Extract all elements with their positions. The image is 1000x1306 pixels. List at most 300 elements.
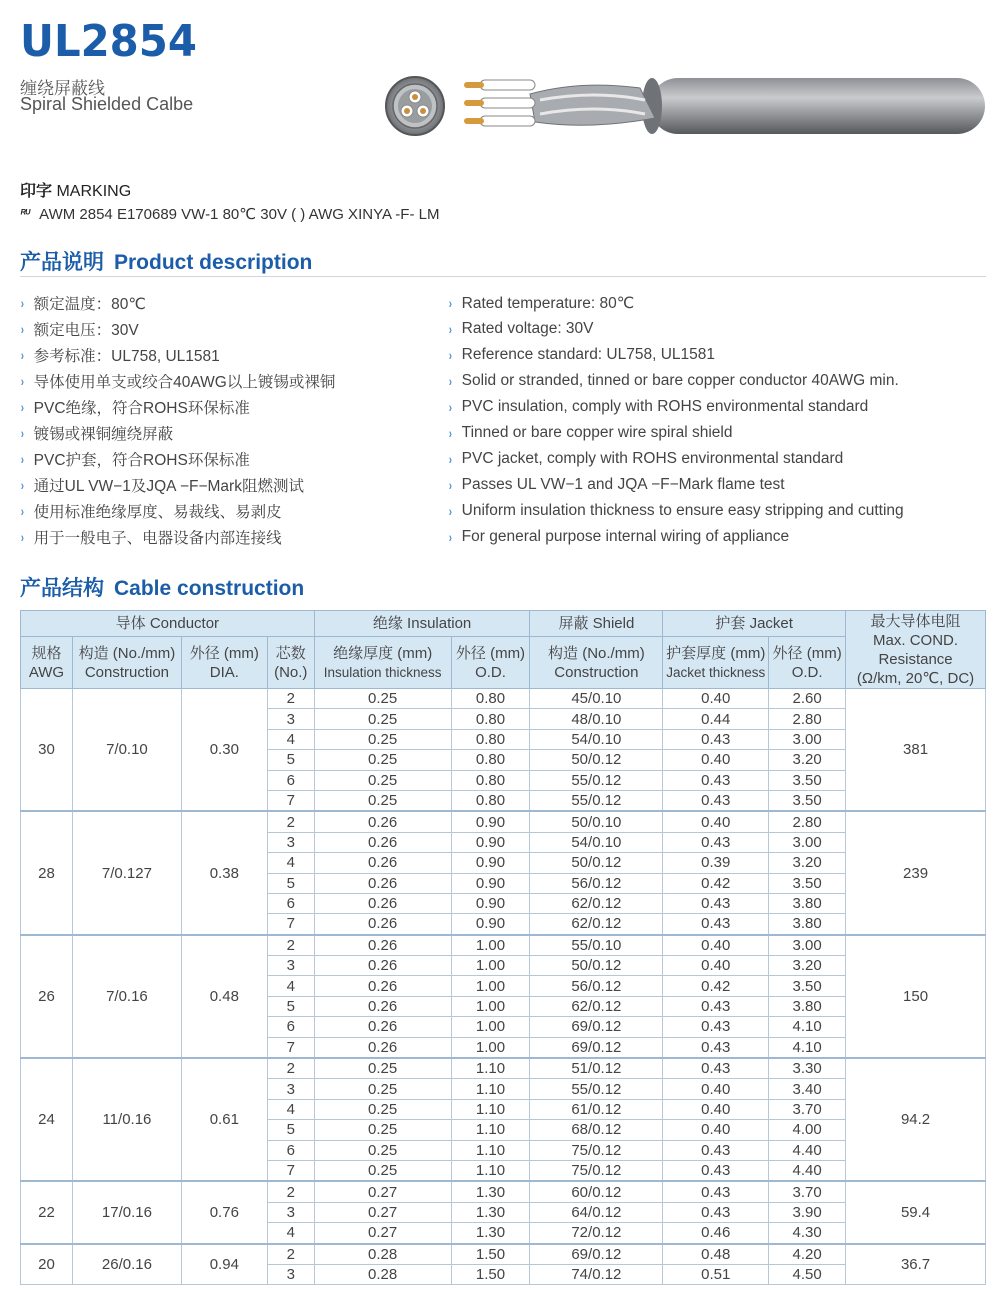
ins-thickness-cell: 0.26 bbox=[314, 893, 451, 913]
description-text: 使用标准绝缘厚度、易裁线、易剥皮 bbox=[33, 504, 282, 521]
awg-cell: 22 bbox=[21, 1181, 73, 1243]
table-row bbox=[21, 1058, 986, 1079]
description-text: Rated temperature: 80℃ bbox=[461, 294, 635, 312]
cores-cell: 7 bbox=[267, 914, 314, 935]
ins-thickness-cell: 0.26 bbox=[314, 956, 451, 976]
description-text: 通过UL VW−1及JQA −F−Mark阻燃测试 bbox=[33, 478, 304, 495]
cores-cell: 4 bbox=[267, 853, 314, 873]
ins-thickness-cell: 0.28 bbox=[314, 1264, 451, 1284]
chevron-right-icon: › bbox=[20, 373, 24, 389]
ins-od-cell: 1.10 bbox=[451, 1160, 530, 1181]
shield-construction-cell: 75/0.12 bbox=[530, 1140, 663, 1160]
cores-cell: 6 bbox=[267, 1017, 314, 1037]
jacket-thickness-cell: 0.46 bbox=[663, 1223, 769, 1244]
ins-thickness-cell: 0.25 bbox=[314, 1058, 451, 1079]
ins-thickness-cell: 0.27 bbox=[314, 1181, 451, 1202]
ins-thickness-cell: 0.25 bbox=[314, 1120, 451, 1140]
conductor-header: 导体 Conductor bbox=[21, 611, 315, 637]
jacket-od-cell: 3.20 bbox=[769, 750, 846, 770]
description-text: Tinned or bare copper wire spiral shield bbox=[461, 424, 733, 441]
conductor-dia-cell: 0.48 bbox=[181, 935, 267, 1058]
jacket-od-cell: 3.80 bbox=[769, 914, 846, 935]
description-item bbox=[448, 394, 904, 420]
ins-od-cell: 1.10 bbox=[451, 1058, 530, 1079]
cores-cell: 6 bbox=[267, 893, 314, 913]
conductor-construction-cell: 7/0.16 bbox=[72, 935, 181, 1058]
cores-cell: 2 bbox=[267, 689, 314, 709]
ins-od-cell: 0.80 bbox=[451, 790, 530, 811]
awg-cell: 30 bbox=[21, 689, 73, 812]
jacket-thickness-cell: 0.40 bbox=[663, 750, 769, 770]
jacket-od-cell: 3.00 bbox=[769, 832, 846, 852]
description-text: PVC护套，符合ROHS环保标准 bbox=[33, 452, 250, 469]
description-item bbox=[20, 342, 335, 368]
desc-heading-en: Product description bbox=[114, 251, 313, 274]
jacket-thickness-cell: 0.40 bbox=[663, 1079, 769, 1099]
ins-od-cell: 1.00 bbox=[451, 1017, 530, 1037]
conductor-dia-cell: 0.76 bbox=[181, 1181, 267, 1243]
chevron-right-icon: › bbox=[20, 295, 24, 311]
table-row bbox=[21, 811, 986, 832]
cores-cell: 5 bbox=[267, 873, 314, 893]
marking-text: AWM 2854 E170689 VW-1 80℃ 30V ( ) AWG XINYA -F- LM bbox=[39, 206, 440, 223]
ins-od-cell: 1.10 bbox=[451, 1120, 530, 1140]
product-description-heading bbox=[20, 246, 312, 276]
description-text: Rated voltage: 30V bbox=[461, 320, 594, 337]
ins-od-cell: 1.30 bbox=[451, 1223, 530, 1244]
description-text: PVC insulation, comply with ROHS environmental standard bbox=[461, 398, 869, 415]
shield-construction-cell: 56/0.12 bbox=[530, 873, 663, 893]
jacket-od-cell: 3.50 bbox=[769, 873, 846, 893]
jacket-od-cell: 3.80 bbox=[769, 893, 846, 913]
shield-construction-cell: 62/0.12 bbox=[530, 996, 663, 1016]
resistance-unit: (Ω/km, 20℃, DC) bbox=[856, 669, 975, 687]
jacket-thickness-cell: 0.40 bbox=[663, 956, 769, 976]
shield-construction-cell: 55/0.12 bbox=[530, 1079, 663, 1099]
conductor-dia-cell: 0.61 bbox=[181, 1058, 267, 1181]
jacket-od-cell: 4.10 bbox=[769, 1017, 846, 1037]
jacket-thickness-cell: 0.40 bbox=[663, 1099, 769, 1119]
resistance-cell: 239 bbox=[846, 811, 986, 934]
shield-construction-cell: 48/0.10 bbox=[530, 709, 663, 729]
ins-thickness-cell: 0.26 bbox=[314, 832, 451, 852]
description-text: 额定温度：80℃ bbox=[33, 296, 146, 313]
jacket-od-cell: 4.50 bbox=[769, 1264, 846, 1284]
description-item bbox=[20, 394, 335, 420]
chevron-right-icon: › bbox=[448, 295, 452, 311]
description-text: For general purpose internal wiring of appliance bbox=[461, 528, 790, 545]
cores-cell: 3 bbox=[267, 832, 314, 852]
shield-construction-cell: 72/0.12 bbox=[530, 1223, 663, 1244]
resistance-cell: 94.2 bbox=[846, 1058, 986, 1181]
ins-thickness-cell: 0.25 bbox=[314, 1099, 451, 1119]
jacket-od-cell: 3.20 bbox=[769, 853, 846, 873]
ins-thickness-cell: 0.25 bbox=[314, 709, 451, 729]
awg-cell: 26 bbox=[21, 935, 73, 1058]
desc-heading-cn: 产品说明 bbox=[20, 251, 104, 274]
desc-divider bbox=[20, 276, 986, 277]
cable-illustration bbox=[380, 70, 990, 150]
cores-cell: 2 bbox=[267, 811, 314, 832]
marking-label-cn: 印字 bbox=[20, 183, 53, 200]
cores-cell: 3 bbox=[267, 1202, 314, 1222]
chevron-right-icon: › bbox=[20, 399, 24, 415]
shield-construction-cell: 62/0.12 bbox=[530, 914, 663, 935]
description-text: Passes UL VW−1 and JQA −F−Mark flame test bbox=[461, 476, 785, 493]
cores-cell: 7 bbox=[267, 1160, 314, 1181]
description-text: Uniform insulation thickness to ensure easy stripping and cutting bbox=[461, 502, 904, 519]
ins-thickness-col-header: 绝缘厚度 (mm) Insulation thickness bbox=[314, 637, 451, 689]
cores-cell: 5 bbox=[267, 996, 314, 1016]
resistance-en1: Max. COND. bbox=[873, 631, 959, 649]
ins-thickness-cell: 0.27 bbox=[314, 1223, 451, 1244]
conductor-construction-cell: 11/0.16 bbox=[72, 1058, 181, 1181]
cores-cell: 4 bbox=[267, 976, 314, 996]
jacket-od-cell: 3.00 bbox=[769, 729, 846, 749]
chevron-right-icon: › bbox=[20, 347, 24, 363]
shield-construction-cell: 50/0.12 bbox=[530, 750, 663, 770]
dia-col-header: 外径 (mm) DIA. bbox=[181, 637, 267, 689]
shield-cons-col-header: 构造 (No./mm) Construction bbox=[530, 637, 663, 689]
ins-thickness-cell: 0.26 bbox=[314, 976, 451, 996]
shield-header: 屏蔽 Shield bbox=[530, 611, 663, 637]
construction-table bbox=[20, 610, 986, 1285]
description-text: Solid or stranded, tinned or bare copper conductor 40AWG min. bbox=[461, 372, 899, 389]
marking-label-en: MARKING bbox=[56, 183, 132, 200]
ins-od-cell: 1.50 bbox=[451, 1244, 530, 1265]
cores-col-header: 芯数 (No.) bbox=[267, 637, 314, 689]
shield-construction-cell: 54/0.10 bbox=[530, 729, 663, 749]
description-item bbox=[448, 472, 904, 498]
jacket-od-cell: 2.60 bbox=[769, 689, 846, 709]
ins-thickness-cell: 0.25 bbox=[314, 729, 451, 749]
ins-thickness-cell: 0.26 bbox=[314, 914, 451, 935]
jacket-od-cell: 3.70 bbox=[769, 1099, 846, 1119]
cons-heading-en: Cable construction bbox=[114, 577, 305, 600]
description-item bbox=[448, 420, 904, 446]
ins-thickness-cell: 0.26 bbox=[314, 853, 451, 873]
description-item bbox=[20, 368, 335, 394]
ins-od-cell: 0.80 bbox=[451, 729, 530, 749]
ins-od-cell: 1.10 bbox=[451, 1079, 530, 1099]
chevron-right-icon: › bbox=[448, 347, 452, 363]
conductor-construction-cell: 17/0.16 bbox=[72, 1181, 181, 1243]
description-item bbox=[20, 472, 335, 498]
resistance-cell: 381 bbox=[846, 689, 986, 812]
cores-cell: 3 bbox=[267, 709, 314, 729]
ins-od-cell: 1.00 bbox=[451, 976, 530, 996]
shield-construction-cell: 69/0.12 bbox=[530, 1017, 663, 1037]
jacket-thickness-cell: 0.43 bbox=[663, 1017, 769, 1037]
resistance-cn: 最大导体电阻 bbox=[870, 612, 961, 630]
cores-cell: 4 bbox=[267, 1099, 314, 1119]
conductor-construction-cell: 7/0.10 bbox=[72, 689, 181, 812]
description-text: 用于一般电子、电器设备内部连接线 bbox=[33, 530, 282, 547]
ins-od-cell: 0.80 bbox=[451, 689, 530, 709]
description-text: PVC jacket, comply with ROHS environmental standard bbox=[461, 450, 844, 467]
construction-col-header: 构造 (No./mm) Construction bbox=[72, 637, 181, 689]
chevron-right-icon: › bbox=[20, 503, 24, 519]
description-item bbox=[448, 446, 904, 472]
description-item bbox=[448, 342, 904, 368]
ins-thickness-cell: 0.26 bbox=[314, 1017, 451, 1037]
ins-od-cell: 1.50 bbox=[451, 1264, 530, 1284]
shield-construction-cell: 51/0.12 bbox=[530, 1058, 663, 1079]
product-title: UL2854 bbox=[20, 16, 197, 67]
awg-cell: 24 bbox=[21, 1058, 73, 1181]
shield-construction-cell: 68/0.12 bbox=[530, 1120, 663, 1140]
cores-cell: 5 bbox=[267, 750, 314, 770]
ins-thickness-cell: 0.26 bbox=[314, 1037, 451, 1058]
cores-cell: 2 bbox=[267, 1181, 314, 1202]
description-text: PVC绝缘，符合ROHS环保标准 bbox=[33, 400, 250, 417]
shield-construction-cell: 64/0.12 bbox=[530, 1202, 663, 1222]
jacket-thickness-cell: 0.43 bbox=[663, 790, 769, 811]
shield-construction-cell: 55/0.12 bbox=[530, 770, 663, 790]
ins-thickness-cell: 0.26 bbox=[314, 873, 451, 893]
ins-od-cell: 1.30 bbox=[451, 1202, 530, 1222]
ins-thickness-cell: 0.25 bbox=[314, 790, 451, 811]
resistance-cell: 36.7 bbox=[846, 1244, 986, 1285]
jacket-thickness-cell: 0.43 bbox=[663, 1058, 769, 1079]
chevron-right-icon: › bbox=[20, 529, 24, 545]
jacket-thickness-cell: 0.43 bbox=[663, 1202, 769, 1222]
description-text: 镀锡或裸铜缠绕屏蔽 bbox=[33, 426, 174, 443]
jacket-thickness-cell: 0.43 bbox=[663, 770, 769, 790]
jacket-thickness-cell: 0.43 bbox=[663, 914, 769, 935]
cores-cell: 7 bbox=[267, 1037, 314, 1058]
shield-construction-cell: 75/0.12 bbox=[530, 1160, 663, 1181]
chevron-right-icon: › bbox=[448, 451, 452, 467]
ins-od-cell: 1.10 bbox=[451, 1099, 530, 1119]
chevron-right-icon: › bbox=[20, 477, 24, 493]
jacket-thickness-cell: 0.43 bbox=[663, 1181, 769, 1202]
chevron-right-icon: › bbox=[448, 321, 452, 337]
jacket-od-cell: 3.90 bbox=[769, 1202, 846, 1222]
jacket-od-cell: 2.80 bbox=[769, 709, 846, 729]
conductor-dia-cell: 0.30 bbox=[181, 689, 267, 812]
awg-cell: 20 bbox=[21, 1244, 73, 1285]
table-row bbox=[21, 1181, 986, 1202]
shield-construction-cell: 50/0.12 bbox=[530, 956, 663, 976]
shield-construction-cell: 50/0.10 bbox=[530, 811, 663, 832]
jacket-thickness-col-header: 护套厚度 (mm) Jacket thickness bbox=[663, 637, 769, 689]
ins-od-cell: 1.00 bbox=[451, 996, 530, 1016]
ins-od-cell: 0.90 bbox=[451, 873, 530, 893]
cores-cell: 5 bbox=[267, 1120, 314, 1140]
description-item bbox=[20, 420, 335, 446]
description-text: 参考标准：UL758, UL1581 bbox=[33, 348, 220, 365]
table-row bbox=[21, 935, 986, 956]
cores-cell: 4 bbox=[267, 729, 314, 749]
cable-construction-heading bbox=[20, 572, 304, 602]
chevron-right-icon: › bbox=[20, 451, 24, 467]
chevron-right-icon: › bbox=[448, 529, 452, 545]
jacket-od-cell: 4.40 bbox=[769, 1160, 846, 1181]
cores-cell: 3 bbox=[267, 956, 314, 976]
shield-construction-cell: 50/0.12 bbox=[530, 853, 663, 873]
conductor-dia-cell: 0.94 bbox=[181, 1244, 267, 1285]
ins-thickness-cell: 0.26 bbox=[314, 996, 451, 1016]
ins-thickness-cell: 0.25 bbox=[314, 1079, 451, 1099]
description-list-cn bbox=[20, 290, 335, 550]
jacket-od-cell: 3.50 bbox=[769, 770, 846, 790]
table-row bbox=[21, 689, 986, 709]
shield-construction-cell: 62/0.12 bbox=[530, 893, 663, 913]
jacket-thickness-cell: 0.43 bbox=[663, 1160, 769, 1181]
ins-od-cell: 0.90 bbox=[451, 853, 530, 873]
jacket-thickness-cell: 0.40 bbox=[663, 1120, 769, 1140]
cores-cell: 7 bbox=[267, 790, 314, 811]
ins-thickness-cell: 0.27 bbox=[314, 1202, 451, 1222]
shield-construction-cell: 45/0.10 bbox=[530, 689, 663, 709]
cores-cell: 2 bbox=[267, 1058, 314, 1079]
jacket-od-cell: 3.50 bbox=[769, 976, 846, 996]
jacket-thickness-cell: 0.43 bbox=[663, 1037, 769, 1058]
description-list-en bbox=[448, 290, 904, 550]
ins-thickness-cell: 0.26 bbox=[314, 935, 451, 956]
ins-thickness-cell: 0.25 bbox=[314, 770, 451, 790]
description-item bbox=[448, 498, 904, 524]
jacket-thickness-cell: 0.43 bbox=[663, 1140, 769, 1160]
ins-thickness-cell: 0.26 bbox=[314, 811, 451, 832]
marking-heading bbox=[20, 178, 131, 201]
jacket-thickness-cell: 0.40 bbox=[663, 689, 769, 709]
cores-cell: 2 bbox=[267, 935, 314, 956]
table-row bbox=[21, 1244, 986, 1265]
cable-side-view bbox=[464, 78, 985, 134]
ins-od-cell: 1.30 bbox=[451, 1181, 530, 1202]
description-text: 导体使用单支或绞合40AWG以上镀锡或裸铜 bbox=[33, 374, 336, 391]
marking-line bbox=[20, 205, 439, 223]
ins-od-cell: 0.90 bbox=[451, 893, 530, 913]
jacket-od-cell: 3.80 bbox=[769, 996, 846, 1016]
insulation-header: 绝缘 Insulation bbox=[314, 611, 530, 637]
shield-construction-cell: 55/0.10 bbox=[530, 935, 663, 956]
description-item bbox=[448, 368, 904, 394]
jacket-od-cell: 3.70 bbox=[769, 1181, 846, 1202]
jacket-od-cell: 4.00 bbox=[769, 1120, 846, 1140]
jacket-od-cell: 4.10 bbox=[769, 1037, 846, 1058]
chevron-right-icon: › bbox=[448, 477, 452, 493]
cross-section-icon bbox=[386, 77, 444, 135]
resistance-cell: 59.4 bbox=[846, 1181, 986, 1243]
ins-thickness-cell: 0.28 bbox=[314, 1244, 451, 1265]
conductor-dia-cell: 0.38 bbox=[181, 811, 267, 934]
ins-od-col-header: 外径 (mm) O.D. bbox=[451, 637, 530, 689]
shield-construction-cell: 56/0.12 bbox=[530, 976, 663, 996]
subtitle-chinese: 缠绕屏蔽线 bbox=[20, 79, 105, 98]
jacket-thickness-cell: 0.42 bbox=[663, 873, 769, 893]
ins-od-cell: 0.90 bbox=[451, 914, 530, 935]
description-item bbox=[448, 524, 904, 550]
description-item bbox=[20, 290, 335, 316]
shield-construction-cell: 69/0.12 bbox=[530, 1037, 663, 1058]
cores-cell: 6 bbox=[267, 770, 314, 790]
description-item bbox=[20, 316, 335, 342]
ins-od-cell: 1.00 bbox=[451, 1037, 530, 1058]
jacket-thickness-cell: 0.40 bbox=[663, 935, 769, 956]
ins-od-cell: 1.10 bbox=[451, 1140, 530, 1160]
shield-construction-cell: 61/0.12 bbox=[530, 1099, 663, 1119]
ins-thickness-cell: 0.25 bbox=[314, 1160, 451, 1181]
jacket-od-cell: 3.00 bbox=[769, 935, 846, 956]
shield-construction-cell: 60/0.12 bbox=[530, 1181, 663, 1202]
ins-od-cell: 0.80 bbox=[451, 770, 530, 790]
ins-od-cell: 0.90 bbox=[451, 811, 530, 832]
cores-cell: 6 bbox=[267, 1140, 314, 1160]
jacket-thickness-cell: 0.43 bbox=[663, 832, 769, 852]
ins-thickness-cell: 0.25 bbox=[314, 1140, 451, 1160]
subtitle-english: Spiral Shielded Calbe bbox=[20, 94, 194, 114]
conductor-construction-cell: 7/0.127 bbox=[72, 811, 181, 934]
conductor-construction-cell: 26/0.16 bbox=[72, 1244, 181, 1285]
resistance-header bbox=[846, 611, 986, 689]
shield-construction-cell: 74/0.12 bbox=[530, 1264, 663, 1284]
jacket-thickness-cell: 0.39 bbox=[663, 853, 769, 873]
jacket-thickness-cell: 0.43 bbox=[663, 996, 769, 1016]
ins-thickness-cell: 0.25 bbox=[314, 750, 451, 770]
jacket-thickness-cell: 0.44 bbox=[663, 709, 769, 729]
chevron-right-icon: › bbox=[20, 425, 24, 441]
cores-cell: 2 bbox=[267, 1244, 314, 1265]
shield-construction-cell: 54/0.10 bbox=[530, 832, 663, 852]
ins-thickness-cell: 0.25 bbox=[314, 689, 451, 709]
ins-od-cell: 1.00 bbox=[451, 935, 530, 956]
description-item bbox=[448, 290, 904, 316]
chevron-right-icon: › bbox=[20, 321, 24, 337]
resistance-en2: Resistance bbox=[878, 650, 953, 668]
awg-cell: 28 bbox=[21, 811, 73, 934]
awg-col-header: 规格 AWG bbox=[21, 637, 73, 689]
cores-cell: 4 bbox=[267, 1223, 314, 1244]
jacket-od-cell: 4.20 bbox=[769, 1244, 846, 1265]
ins-od-cell: 1.00 bbox=[451, 956, 530, 976]
description-item bbox=[20, 524, 335, 550]
description-item bbox=[448, 316, 904, 342]
resistance-cell: 150 bbox=[846, 935, 986, 1058]
shield-construction-cell: 69/0.12 bbox=[530, 1244, 663, 1265]
jacket-header: 护套 Jacket bbox=[663, 611, 846, 637]
description-item bbox=[20, 446, 335, 472]
jacket-od-cell: 3.20 bbox=[769, 956, 846, 976]
jacket-thickness-cell: 0.42 bbox=[663, 976, 769, 996]
jacket-od-cell: 4.30 bbox=[769, 1223, 846, 1244]
jacket-od-cell: 3.30 bbox=[769, 1058, 846, 1079]
chevron-right-icon: › bbox=[448, 399, 452, 415]
jacket-od-cell: 3.40 bbox=[769, 1079, 846, 1099]
jacket-od-col-header: 外径 (mm) O.D. bbox=[769, 637, 846, 689]
jacket-thickness-cell: 0.40 bbox=[663, 811, 769, 832]
jacket-thickness-cell: 0.48 bbox=[663, 1244, 769, 1265]
jacket-thickness-cell: 0.43 bbox=[663, 893, 769, 913]
chevron-right-icon: › bbox=[448, 425, 452, 441]
ins-od-cell: 0.90 bbox=[451, 832, 530, 852]
ul-recognized-icon: ᴿᵁ bbox=[20, 208, 30, 220]
description-text: 额定电压：30V bbox=[33, 322, 139, 339]
shield-construction-cell: 55/0.12 bbox=[530, 790, 663, 811]
cons-heading-cn: 产品结构 bbox=[20, 577, 104, 600]
ins-od-cell: 0.80 bbox=[451, 750, 530, 770]
jacket-od-cell: 4.40 bbox=[769, 1140, 846, 1160]
cores-cell: 3 bbox=[267, 1264, 314, 1284]
cores-cell: 3 bbox=[267, 1079, 314, 1099]
description-item bbox=[20, 498, 335, 524]
description-text: Reference standard: UL758, UL1581 bbox=[461, 346, 716, 363]
chevron-right-icon: › bbox=[448, 503, 452, 519]
jacket-od-cell: 2.80 bbox=[769, 811, 846, 832]
jacket-od-cell: 3.50 bbox=[769, 790, 846, 811]
